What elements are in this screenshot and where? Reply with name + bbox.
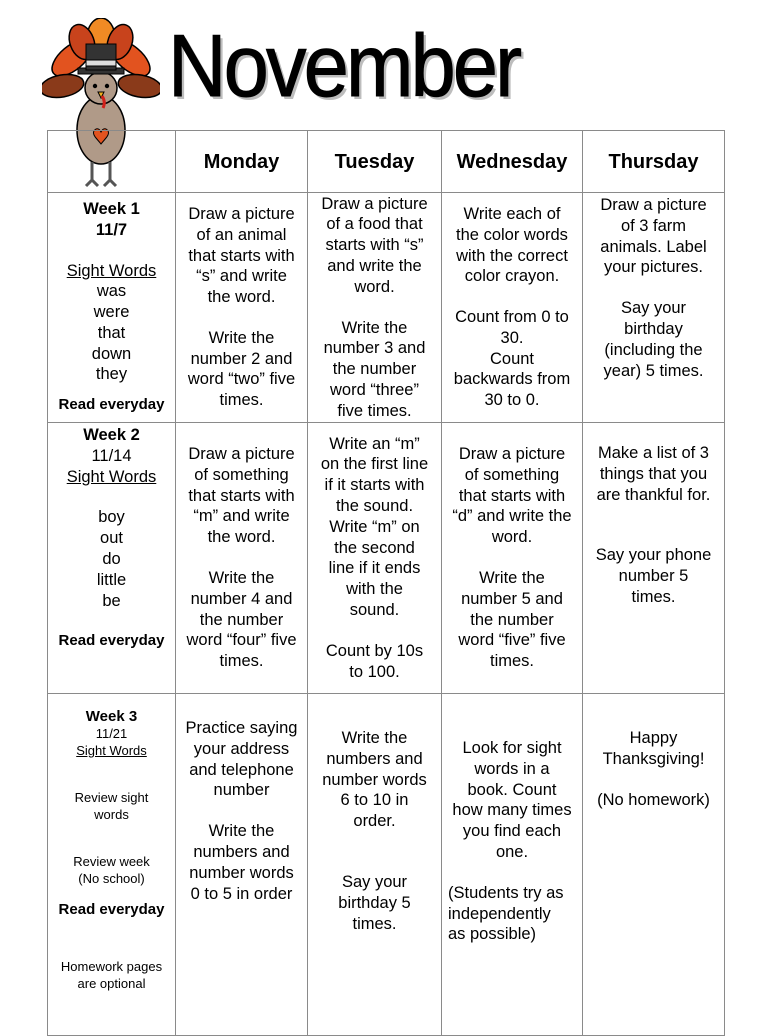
header-wednesday: Wednesday	[442, 131, 583, 193]
week-label-cell: Week 1 11/7 Sight Words was were that down they Read everyday	[48, 193, 176, 423]
header-monday: Monday	[176, 131, 308, 193]
header-thursday: Thursday	[583, 131, 725, 193]
sight-word: do	[102, 549, 121, 568]
homework-calendar	[47, 130, 725, 1036]
page-title: November	[168, 16, 520, 115]
week-label-cell: Week 2 11/14 Sight Words boy out do little be Read everyday	[48, 423, 176, 694]
homework-cell: Write an “m” on the first line if it starts with the sound. Write “m” on the second line if it ends with the sound. Count by 10s to 100.	[308, 423, 442, 694]
sight-word: were	[93, 303, 130, 322]
homework-cell: Look for sight words in a book. Count how many times you find each one. (Students try as independently as possible)	[442, 694, 583, 1036]
homework-cell: Happy Thanksgiving! (No homework)	[583, 694, 725, 1036]
sight-word: down	[91, 344, 132, 363]
week-row	[48, 694, 725, 1036]
header-tuesday: Tuesday	[308, 131, 442, 193]
sight-word: boy	[98, 508, 125, 527]
sight-word: they	[95, 365, 128, 384]
homework-cell: Draw a picture of 3 farm animals. Label your pictures. Say your birthday (including the year) 5 times.	[583, 193, 725, 423]
optional-note: are optional	[77, 976, 146, 991]
sight-word: little	[96, 570, 127, 589]
week-row	[48, 193, 725, 423]
homework-cell: Write each of the color words with the correct color crayon. Count from 0 to 30. Count backwards from 30 to 0.	[442, 193, 583, 423]
sight-word: was	[96, 282, 127, 301]
week-row	[48, 423, 725, 694]
optional-note: Homework pages	[60, 959, 163, 974]
homework-cell: Draw a picture of a food that starts with “s” and write the word. Write the number 3 and the number word “three” five times.	[308, 193, 442, 423]
homework-cell: Draw a picture of something that starts with “d” and write the word. Write the number 5 and the number word “five” five times.	[442, 423, 583, 694]
homework-cell: Draw a picture of something that starts with “m” and write the word. Write the number 4 and the number word “four” five times.	[176, 423, 308, 694]
sight-word: out	[100, 529, 123, 548]
week-label-cell: Week 3 11/21 Sight Words Review sight words Review week (No school) Read everyday Homework pages are optional	[48, 694, 176, 1036]
sight-word: that	[97, 323, 126, 342]
homework-cell: Make a list of 3 things that you are thankful for. Say your phone number 5 times.	[583, 423, 725, 694]
header-row	[48, 131, 725, 193]
header-blank	[48, 131, 176, 193]
sight-word: be	[102, 591, 121, 610]
homework-cell: Draw a picture of an animal that starts with “s” and write the word. Write the number 2 and word “two” five times.	[176, 193, 308, 423]
homework-cell: Write the numbers and number words 6 to 10 in order. Say your birthday 5 times.	[308, 694, 442, 1036]
homework-cell: Practice saying your address and telephone number Write the numbers and number words 0 to 5 in order	[176, 694, 308, 1036]
